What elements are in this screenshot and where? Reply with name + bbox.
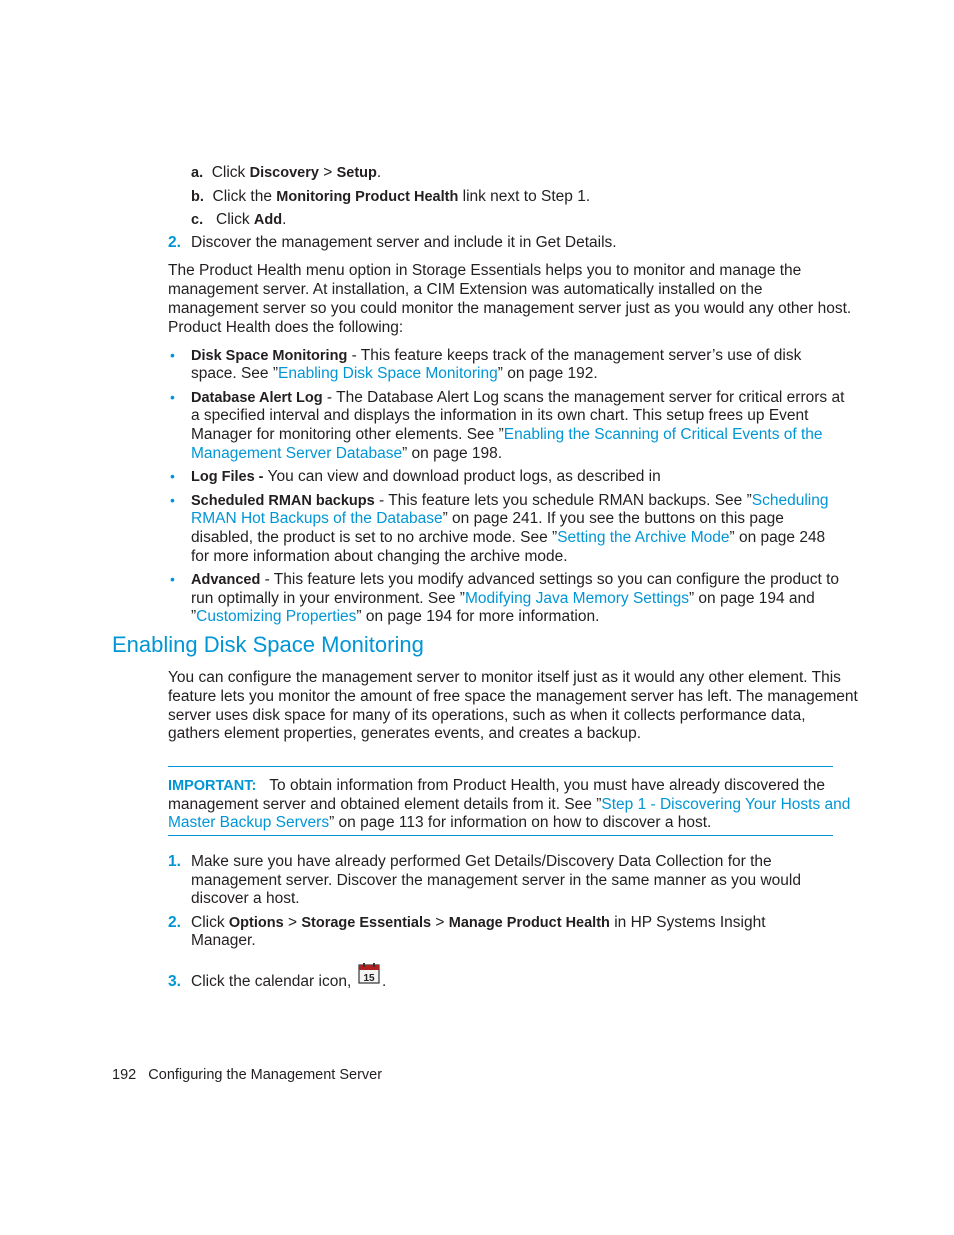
step-text-period: . (382, 973, 387, 990)
calendar-icon-number: 15 (363, 973, 375, 984)
step-text: Make sure you have already performed Get Details/Discovery Data Collection for the (191, 853, 772, 870)
xref-link[interactable]: Customizing Properties (196, 608, 357, 625)
bullet-disk-line: space. See ”Enabling Disk Space Monitoring” on page 192. (191, 365, 598, 382)
xref-link[interactable]: RMAN Hot Backups of the Database (191, 510, 443, 527)
divider (168, 766, 833, 767)
intro-line: management server. At installation, a CIM Extension was automatically installed on the (168, 281, 763, 298)
para-line: feature lets you monitor the amount of free space the management server has left. The management (168, 688, 858, 705)
xref-link[interactable]: Step 1 - Discovering Your Hosts and (601, 796, 851, 813)
bullet-marker: • (170, 468, 175, 484)
bullet-marker: • (170, 347, 175, 363)
xref-link[interactable]: Scheduling (751, 492, 829, 509)
bullet-db-line: a specified interval and displays the information in its own chart. This setup frees up Event (191, 407, 809, 424)
step-number: 1. (168, 853, 181, 870)
bullet-rman-line: Scheduled RMAN backups - This feature lets you schedule RMAN backups. See ”Scheduling (191, 492, 829, 509)
bullet-marker: • (170, 571, 175, 587)
substep-a: a. Click Discovery > Setup. (191, 164, 382, 181)
bullet-title: Database Alert Log (191, 390, 323, 406)
menu-storage-essentials: Storage Essentials (301, 915, 432, 931)
bullet-rman-line: disabled, the product is set to no archive mode. See ”Setting the Archive Mode” on page 248 (191, 529, 826, 546)
menu-options: Options (228, 915, 284, 931)
step-text: Click Options > Storage Essentials > Manage Product Health in HP Systems Insight (191, 914, 766, 931)
menu-manage-product-health: Manage Product Health (448, 915, 610, 931)
monitoring-product-health-link-name: Monitoring Product Health (276, 189, 459, 205)
bullet-db-line: Management Server Database” on page 198. (191, 445, 503, 462)
bullet-rman-line: RMAN Hot Backups of the Database” on page 241. If you see the buttons on this page (191, 510, 784, 527)
xref-link[interactable]: Management Server Database (191, 445, 403, 462)
step-number: 2. (168, 914, 181, 931)
substep-label: a. (191, 165, 204, 181)
step-text: Manager. (191, 932, 256, 949)
intro-line: Product Health does the following: (168, 319, 404, 336)
divider (168, 835, 833, 836)
step-text: Click the calendar icon, (191, 973, 352, 990)
xref-link[interactable]: Setting the Archive Mode (557, 529, 730, 546)
xref-link[interactable]: Modifying Java Memory Settings (464, 590, 689, 607)
page-footer (112, 1067, 382, 1083)
substep-label: c. (191, 212, 204, 228)
page-number: 192 (112, 1067, 137, 1083)
substep-c: c. Click Add. (191, 211, 287, 228)
calendar-icon (358, 962, 380, 984)
bullet-marker: • (170, 389, 175, 405)
intro-line: The Product Health menu option in Storage Essentials helps you to monitor and manage the (168, 262, 802, 279)
bullet-title: Disk Space Monitoring (191, 348, 348, 364)
substep-b: b. Click the Monitoring Product Health link next to Step 1. (191, 188, 591, 205)
para-line: server uses disk space for many of its operations, such as when it collects performance data, (168, 707, 806, 724)
para-line: You can configure the management server to monitor itself just as it would any other element. This (168, 669, 841, 686)
bullet-marker: • (170, 492, 175, 508)
substep-label: b. (191, 189, 204, 205)
step-number: 2. (168, 234, 181, 251)
bullet-db-line: Database Alert Log - The Database Alert Log scans the management server for critical errors at (191, 389, 845, 406)
menu-discovery: Discovery (249, 165, 319, 181)
bullet-title: Scheduled RMAN backups (191, 493, 375, 509)
bullet-disk-line: Disk Space Monitoring - This feature keeps track of the management server’s use of disk (191, 347, 802, 364)
bullet-db-line: Manager for monitoring other elements. See ”Enabling the Scanning of Critical Events of the (191, 426, 823, 443)
xref-link[interactable]: Enabling Disk Space Monitoring (278, 365, 498, 382)
chapter-title: Configuring the Management Server (148, 1067, 383, 1083)
bullet-log-line: Log Files - You can view and download product logs, as described in (191, 468, 661, 485)
important-line: management server and obtained element details from it. See ”Step 1 - Discovering Your Hosts and (168, 796, 851, 813)
bullet-title: Log Files - (191, 469, 268, 485)
important-line: IMPORTANT: To obtain information from Product Health, you must have already discovered the (168, 777, 825, 794)
xref-link[interactable]: Enabling the Scanning of Critical Events of the (503, 426, 823, 443)
section-heading: Enabling Disk Space Monitoring (112, 632, 424, 657)
step-text: management server. Discover the management server in the same manner as you would (191, 872, 801, 889)
menu-setup: Setup (336, 165, 377, 181)
step-text: Discover the management server and include it in Get Details. (191, 234, 617, 251)
bullet-adv-line: ”Customizing Properties” on page 194 for more information. (191, 608, 600, 625)
important-line: Master Backup Servers” on page 113 for information on how to discover a host. (168, 814, 712, 831)
step-text: discover a host. (191, 890, 300, 907)
add-button-name: Add (253, 212, 283, 228)
intro-line: management server so you could monitor the management server just as you would any other host. (168, 300, 852, 317)
bullet-adv-line: run optimally in your environment. See ”Modifying Java Memory Settings” on page 194 and (191, 590, 815, 607)
step-number: 3. (168, 973, 181, 990)
para-line: gathers element properties, generates events, and creates a backup. (168, 725, 642, 742)
xref-link[interactable]: Master Backup Servers (168, 814, 330, 831)
bullet-rman-line: for more information about changing the archive mode. (191, 548, 568, 565)
important-label: IMPORTANT: (168, 778, 257, 794)
bullet-title: Advanced (191, 572, 261, 588)
bullet-adv-line: Advanced - This feature lets you modify advanced settings so you can configure the product to (191, 571, 840, 588)
